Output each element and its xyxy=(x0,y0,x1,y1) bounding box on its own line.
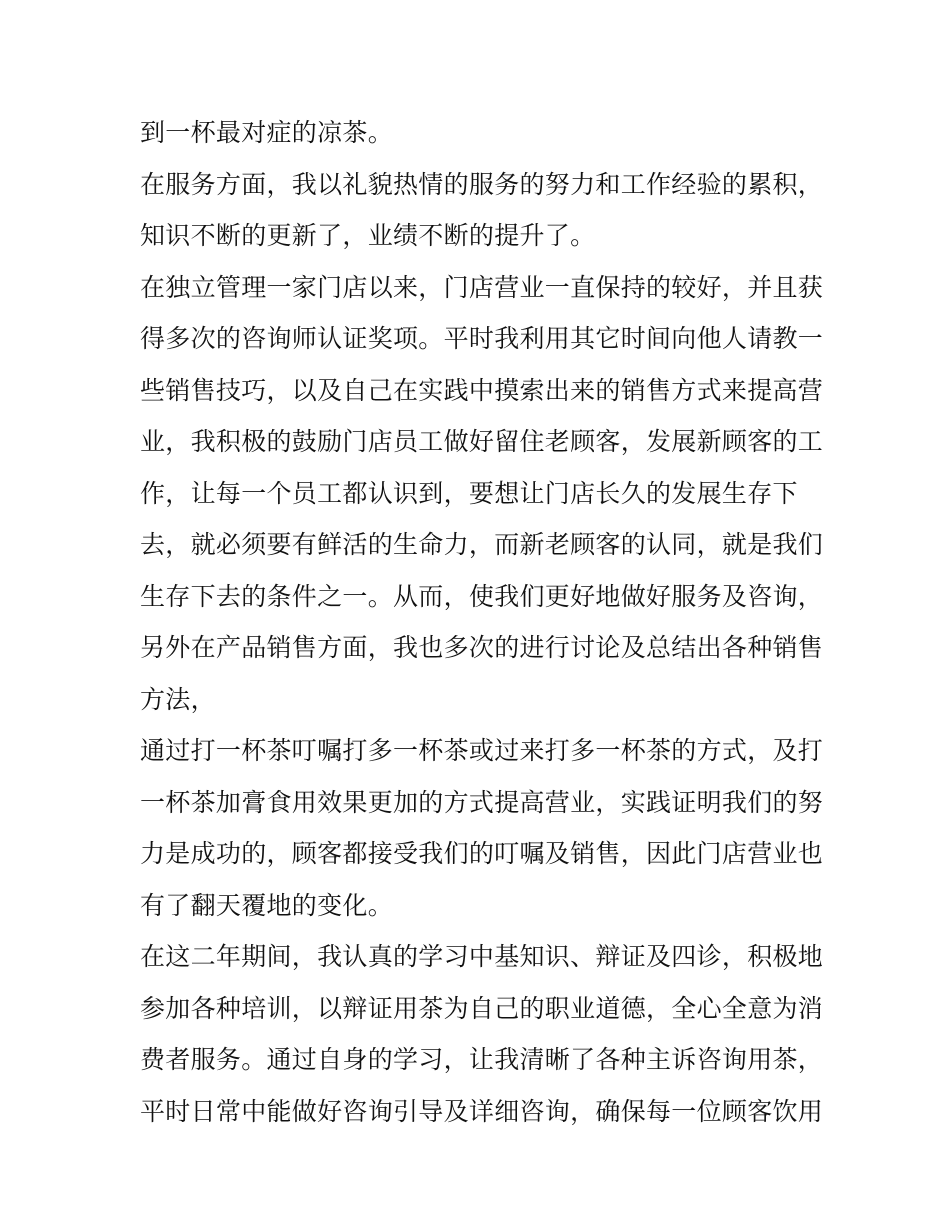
text-line: 通过打一杯茶叮嘱打多一杯茶或过来打多一杯茶的方式，及打 xyxy=(140,736,824,765)
text-line: 费者服务。通过自身的学习，让我清晰了各种主诉咨询用茶， xyxy=(140,1045,824,1074)
text-line: 另外在产品销售方面，我也多次的进行讨论及总结出各种销售 xyxy=(140,633,824,662)
text-line: 生存下去的条件之一。从而，使我们更好地做好服务及咨询， xyxy=(140,581,824,611)
text-line: 业，我积极的鼓励门店员工做好留住老顾客，发展新顾客的工 xyxy=(140,427,824,456)
text-line: 有了翻天覆地的变化。 xyxy=(140,890,394,920)
text-line: 在服务方面，我以礼貌热情的服务的努力和工作经验的累积， xyxy=(140,169,824,199)
text-line: 在这二年期间，我认真的学习中基知识、辩证及四诊，积极地 xyxy=(140,942,824,971)
text-line: 一杯茶加膏食用效果更加的方式提高营业，实践证明我们的努 xyxy=(140,787,824,817)
text-line: 到一杯最对症的凉茶。 xyxy=(140,118,394,147)
document-body xyxy=(140,107,824,1137)
text-line: 知识不断的更新了，业绩不断的提升了。 xyxy=(140,221,596,250)
text-line: 力是成功的，顾客都接受我们的叮嘱及销售，因此门店营业也 xyxy=(140,839,824,868)
text-line: 得多次的咨询师认证奖项。平时我利用其它时间向他人请教一 xyxy=(140,324,824,353)
text-line: 作，让每一个员工都认识到，要想让门店长久的发展生存下 xyxy=(140,478,798,508)
text-line: 在独立管理一家门店以来，门店营业一直保持的较好，并且获 xyxy=(140,272,824,302)
text-line: 些销售技巧，以及自己在实践中摸索出来的销售方式来提高营 xyxy=(140,375,824,405)
text-line: 去，就必须要有鲜活的生命力，而新老顾客的认同，就是我们 xyxy=(140,530,824,559)
text-line: 方法， xyxy=(140,684,216,714)
text-line: 平时日常中能做好咨询引导及详细咨询，确保每一位顾客饮用 xyxy=(140,1096,824,1126)
text-line: 参加各种培训，以辩证用茶为自己的职业道德，全心全意为消 xyxy=(140,993,824,1023)
